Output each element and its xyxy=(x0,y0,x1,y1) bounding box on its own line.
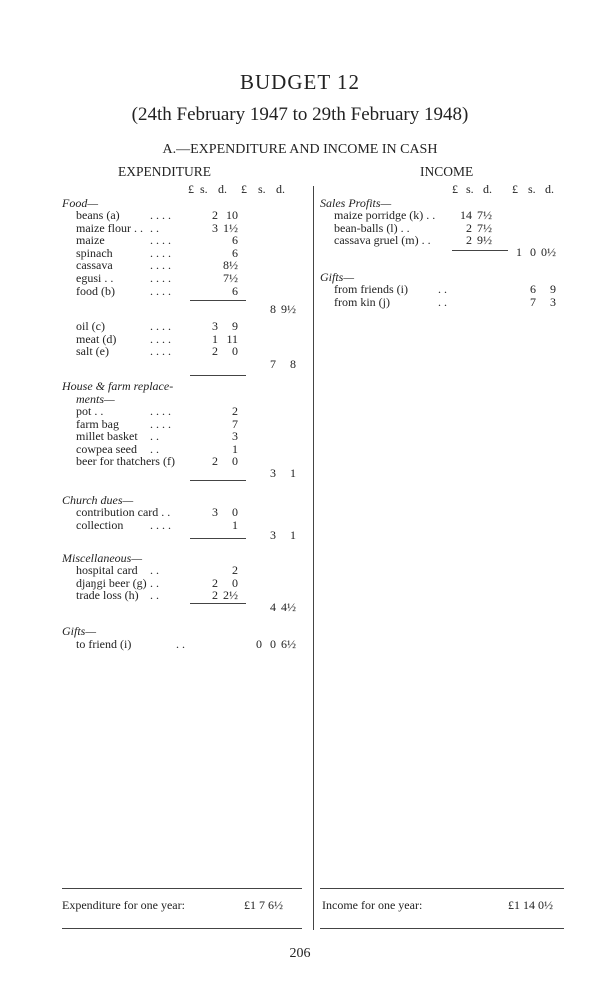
food-item-s: 3 xyxy=(212,220,218,235)
food-item-d: 1½ xyxy=(223,220,238,235)
house-item-d: 0 xyxy=(232,454,238,469)
sales-item-d: 7½ xyxy=(477,208,492,222)
food-item-d: 6 xyxy=(232,233,238,248)
expenditure-heading: EXPENDITURE xyxy=(118,164,211,179)
sales-subtotal-rule xyxy=(452,250,508,251)
inc-gift-item-label: from friends (i) xyxy=(334,282,408,296)
food2-subtotal-rule xyxy=(190,375,246,376)
church-item-d: 0 xyxy=(232,505,238,519)
food-item-label: cassava xyxy=(76,258,113,273)
sales-item-d: 9½ xyxy=(477,233,492,248)
exp-footer-bottom-rule xyxy=(62,928,302,929)
church-subtotal-rule xyxy=(190,538,246,539)
inc-gift-item-d: 9 xyxy=(550,282,556,296)
inc-unit-pound-2: £ xyxy=(512,182,518,196)
exp-unit-d-2: d. xyxy=(276,182,285,196)
sales-item-label: maize porridge (k) . . xyxy=(334,208,436,222)
sales-item-d: 7½ xyxy=(477,220,492,235)
food2-total-d: 8 xyxy=(290,357,296,371)
misc-item-d: 2½ xyxy=(223,588,238,603)
exp-footer-label: Expenditure for one year: xyxy=(62,898,185,912)
sales-item-label: bean-balls (l) . . xyxy=(334,220,410,235)
misc-item-dots: . . xyxy=(150,575,159,590)
sales-total-d: 0½ xyxy=(541,245,556,259)
house-item-d: 1 xyxy=(232,441,238,456)
misc-total-s: 4 xyxy=(270,600,276,614)
inc-gift-item-dots: . . xyxy=(438,282,447,296)
exp-unit-s: s. xyxy=(200,182,208,196)
church-item-label: collection xyxy=(76,517,124,532)
food-item-label: spinach xyxy=(76,245,113,260)
page-number: 206 xyxy=(289,946,311,961)
sales-total-pound: 1 xyxy=(516,245,522,259)
misc-item-label: djaŋgi beer (g) xyxy=(76,575,147,590)
food-item-s: 2 xyxy=(212,208,218,222)
inc-gift-item-s: 6 xyxy=(530,282,536,296)
food2-item-s: 2 xyxy=(212,344,218,359)
misc-item-s: 2 xyxy=(212,575,218,590)
church-total-s: 3 xyxy=(270,528,276,542)
house-total-s: 3 xyxy=(270,466,276,480)
church-item-dots: . . . . xyxy=(150,517,171,532)
food2-item-label: salt (e) xyxy=(76,344,109,359)
misc-item-d: 0 xyxy=(232,575,238,590)
food-total-d: 9½ xyxy=(281,302,296,316)
food2-item-dots: . . . . xyxy=(150,344,171,359)
house-heading-1: House & farm replace- xyxy=(62,379,174,393)
inc-unit-s-2: s. xyxy=(528,182,536,196)
food2-item-s: 1 xyxy=(212,331,218,346)
house-item-label: beer for thatchers (f) xyxy=(76,454,175,469)
misc-item-s: 2 xyxy=(212,588,218,603)
section-title: A.—EXPENDITURE AND INCOME IN CASH xyxy=(162,142,438,157)
misc-heading: Miscellaneous— xyxy=(62,551,142,565)
sales-item-label: cassava gruel (m) . . xyxy=(334,233,431,248)
column-divider xyxy=(313,186,314,930)
misc-item-label: hospital card xyxy=(76,563,138,577)
house-item-dots: . . . . xyxy=(150,404,171,418)
inc-unit-pound: £ xyxy=(452,182,458,196)
food2-item-d: 0 xyxy=(232,344,238,359)
house-subtotal-rule xyxy=(190,480,246,481)
inc-footer-bottom-rule xyxy=(320,928,564,929)
food2-item-s: 3 xyxy=(212,319,218,333)
house-item-d: 2 xyxy=(232,404,238,418)
food2-item-label: meat (d) xyxy=(76,331,117,346)
food-item-d: 6 xyxy=(232,283,238,298)
food2-item-label: oil (c) xyxy=(76,319,105,333)
sales-item-s: 2 xyxy=(466,220,472,235)
food-item-d: 8½ xyxy=(223,258,238,273)
house-item-dots: . . . . xyxy=(150,416,171,431)
exp-unit-s-2: s. xyxy=(258,182,266,196)
misc-total-d: 4½ xyxy=(281,600,296,614)
food-total-s: 8 xyxy=(270,302,276,316)
exp-gift-s: 0 xyxy=(270,637,276,651)
misc-item-label: trade loss (h) xyxy=(76,588,139,603)
exp-unit-pound-2: £ xyxy=(241,182,247,196)
house-heading-2: ments— xyxy=(76,392,115,406)
church-item-label: contribution card . . xyxy=(76,505,171,519)
food-item-label: food (b) xyxy=(76,283,115,298)
food-subtotal-rule xyxy=(190,300,246,301)
house-item-label: cowpea seed xyxy=(76,441,137,456)
food-item-dots: . . xyxy=(150,220,159,235)
sales-item-s: 2 xyxy=(466,233,472,248)
food-item-d: 6 xyxy=(232,245,238,260)
inc-gift-item-dots: . . xyxy=(438,294,447,309)
house-item-d: 7 xyxy=(232,416,238,431)
house-item-dots: . . xyxy=(150,441,159,456)
church-total-d: 1 xyxy=(290,528,296,542)
exp-footer-top-rule xyxy=(62,888,302,889)
exp-footer-total: £1 7 6½ xyxy=(244,898,283,912)
house-total-d: 1 xyxy=(290,466,296,480)
church-heading: Church dues— xyxy=(62,493,134,507)
food-item-dots: . . . . xyxy=(150,258,171,273)
house-item-label: farm bag xyxy=(76,416,119,431)
church-item-s: 3 xyxy=(212,505,218,519)
inc-footer-top-rule xyxy=(320,888,564,889)
food-heading: Food— xyxy=(62,196,98,210)
food-item-label: beans (a) xyxy=(76,208,120,222)
budget-title: BUDGET 12 xyxy=(239,70,361,94)
exp-gift-label: to friend (i) xyxy=(76,637,132,651)
inc-gift-item-d: 3 xyxy=(550,294,556,309)
inc-unit-d-2: d. xyxy=(545,182,554,196)
inc-gift-item-s: 7 xyxy=(530,294,536,309)
church-item-d: 1 xyxy=(232,517,238,532)
house-item-label: millet basket xyxy=(76,429,138,444)
food2-item-d: 11 xyxy=(226,331,238,346)
food-item-dots: . . . . xyxy=(150,283,171,298)
inc-footer-total: £1 14 0½ xyxy=(508,898,553,912)
sales-heading: Sales Profits— xyxy=(320,196,392,210)
inc-gifts-heading: Gifts— xyxy=(320,270,355,284)
food-item-dots: . . . . xyxy=(150,271,171,285)
food-item-label: egusi . . xyxy=(76,271,114,285)
exp-gift-d: 6½ xyxy=(281,637,296,651)
food2-item-dots: . . . . xyxy=(150,331,171,346)
misc-item-d: 2 xyxy=(232,563,238,577)
sales-total-s: 0 xyxy=(530,245,536,259)
food-item-d: 10 xyxy=(226,208,238,222)
food-item-label: maize flour . . xyxy=(76,220,143,235)
sales-item-s: 14 xyxy=(460,208,472,222)
budget-period: (24th February 1947 to 29th February 1948) xyxy=(131,104,469,125)
misc-item-dots: . . xyxy=(150,588,159,603)
food-item-d: 7½ xyxy=(223,271,238,285)
food-item-label: maize xyxy=(76,233,105,248)
exp-gifts-heading: Gifts— xyxy=(62,624,97,638)
house-item-dots: . . xyxy=(150,429,159,444)
food2-total-s: 7 xyxy=(270,357,276,371)
inc-gift-item-label: from kin (j) xyxy=(334,294,390,309)
food2-item-dots: . . . . xyxy=(150,319,171,333)
house-item-d: 3 xyxy=(232,429,238,444)
income-heading: INCOME xyxy=(420,164,474,179)
exp-gift-pound: 0 xyxy=(256,637,262,651)
exp-unit-pound: £ xyxy=(188,182,194,196)
food2-item-d: 9 xyxy=(232,319,238,333)
misc-item-dots: . . xyxy=(150,563,159,577)
food-item-dots: . . . . xyxy=(150,208,171,222)
house-item-s: 2 xyxy=(212,454,218,469)
house-item-label: pot . . xyxy=(76,404,104,418)
inc-unit-s: s. xyxy=(466,182,474,196)
inc-footer-label: Income for one year: xyxy=(322,898,423,912)
inc-unit-d: d. xyxy=(483,182,492,196)
exp-gift-dots: . . xyxy=(176,637,185,651)
exp-unit-d: d. xyxy=(218,182,227,196)
food-item-dots: . . . . xyxy=(150,245,171,260)
food-item-dots: . . . . xyxy=(150,233,171,248)
